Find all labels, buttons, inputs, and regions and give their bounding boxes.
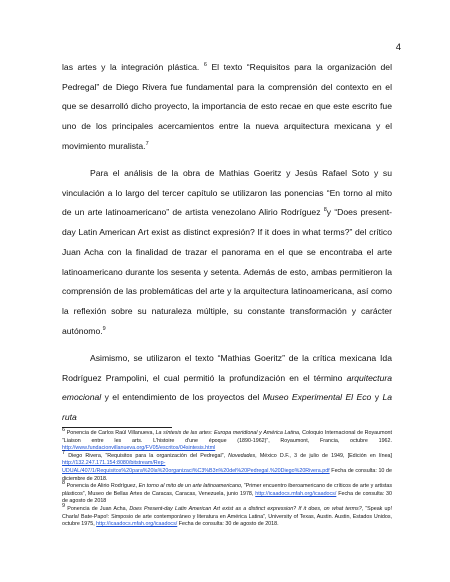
italic-text: Novedades: [228, 452, 256, 459]
footnote-ref: 9: [62, 503, 66, 510]
italic-text: Does Present-day Latin American Art exist as a distinct expression? If it does, on what terms?: [129, 505, 362, 512]
footnote-ref: 9: [102, 325, 106, 332]
footnote-7: [62, 450, 392, 483]
text-run: , México D.F., 3 de julio de 1949, [Edición en línea]: [255, 452, 392, 459]
hyperlink[interactable]: http://icaadocs.mfah.org/icaadocs/: [96, 521, 178, 528]
hyperlink[interactable]: http://www.fundacionvillanueva.org/FV05/escritos/04sintesis.html: [62, 445, 216, 452]
paragraph-3: [62, 349, 392, 428]
footnote-ref: 8: [323, 207, 327, 214]
text-run: Para el análisis de la obra de Mathias Goeritz y Jesús Rafael Soto y su vinculación a lo largo del tercer capítulo se utilizaron las ponencias “En torno al mito de un arte latinoamericano” de artista venezolano Alirio Rodríguez: [62, 168, 392, 218]
paragraph-1: [62, 58, 392, 157]
italic-text: En torno al mito de un arte latinoamericano: [138, 483, 241, 490]
footnote-ref: 7: [145, 140, 149, 147]
text-run: , “Speak up! Charla! Bate-Papo!: Simposio de arte contemporáneo y literatura en América Latina”, University of Texas, Austin. Austin, Estados Unidos, octubre 1975,: [62, 505, 392, 528]
text-run: Fecha de consulta: 30 de agosto de 2018.: [177, 521, 279, 528]
footnote-6: [62, 427, 393, 453]
text-run: El texto “Requisitos para la organización del Pedregal” de Diego Rivera fue fundamental para la comprensión del contexto en el que se desarrolló dicho proyecto, la importancia de esto recae en que este escrito fue uno de los principales acercamientos entre la nueva arquitectura mexicana y el movimiento muralista.: [62, 62, 392, 151]
footnotes: [62, 427, 393, 529]
text-run: Ponencia de Carlos Raúl Villanueva,: [65, 430, 156, 436]
paragraph-2: [62, 164, 392, 341]
body-text: [62, 58, 392, 435]
text-run: Ponencia de Alirio Rodríguez,: [65, 483, 139, 490]
footnote-9: [62, 503, 392, 529]
footnote-ref: 7: [62, 450, 66, 456]
footnote-separator: [62, 427, 172, 428]
text-run: Fecha de consulta: 10 de diciembre de 2018.: [62, 467, 392, 482]
hyperlink[interactable]: http://132.247.171.154:8080/bitstream/Rep-UDUAL/407/1/Requisitos%20para%20la%20organizaci%C3%B3n%20del%20Pedregal.%20Diego%20Rivera.pdf: [62, 460, 330, 474]
text-run: Asimismo, se utilizaron el texto “Mathias Goeritz” de la crítica mexicana Ida Rodríguez Prampolini, el cual permitió la profundización en el término: [62, 352, 392, 383]
italic-text: arquitectura emocional: [62, 372, 392, 403]
text-run: , “Primer encuentro iberoamericano de críticos de arte y artistas plásticos”, Museo de Bellas Artes de Caracas, Caracas, Venezuela, junio 1978,: [62, 483, 393, 497]
footnote-ref: 8: [62, 480, 66, 487]
text-run: y: [371, 392, 383, 403]
text-run: Fecha de consulta: 30 de agosto de 2018: [62, 490, 392, 505]
text-run: las artes y la integración plástica.: [62, 62, 204, 72]
text-run: y el entendimiento de los proyectos del: [101, 392, 263, 403]
footnote-ref: 6: [203, 62, 207, 69]
hyperlink[interactable]: http://icaadocs.mfah.org/icaadocs/: [255, 490, 337, 497]
text-run: Ponencia de Juan Acha,: [65, 505, 130, 512]
footnote-8: [62, 480, 393, 506]
footnote-ref: 6: [62, 427, 66, 434]
text-run: , Coloquio Internacional de Royaumont “Liaison entre les arts. L'histoire d'une époque (1890-1962)”, Royaumont, Francia, octubre 1962.: [62, 430, 393, 444]
italic-text: La síntesis de las artes: Europa meridional y América Latina: [155, 430, 300, 436]
text-run: Diego Rivera, “Requisitos para la organización del Pedregal”,: [65, 452, 229, 459]
italic-text: La ruta: [62, 392, 392, 422]
italic-text: Museo Experimental El Eco: [262, 392, 372, 403]
page-number: 4: [395, 42, 401, 53]
text-run: y “Does present-day Latin American Art exist as distinct expresión? If it does in what terms?” del crítico Juan Acha con la finalidad de trazar el panorama en el que se encontraba el arte latinoamericano durante los sesenta y setenta. Además de esto, ambas permitieron la comprensión de las problemáticas del arte y la arquitectura latinoamericana, así como la reflexión sobre su naturaleza múltiple, su constante transformación y carácter autónomo.: [62, 207, 393, 336]
